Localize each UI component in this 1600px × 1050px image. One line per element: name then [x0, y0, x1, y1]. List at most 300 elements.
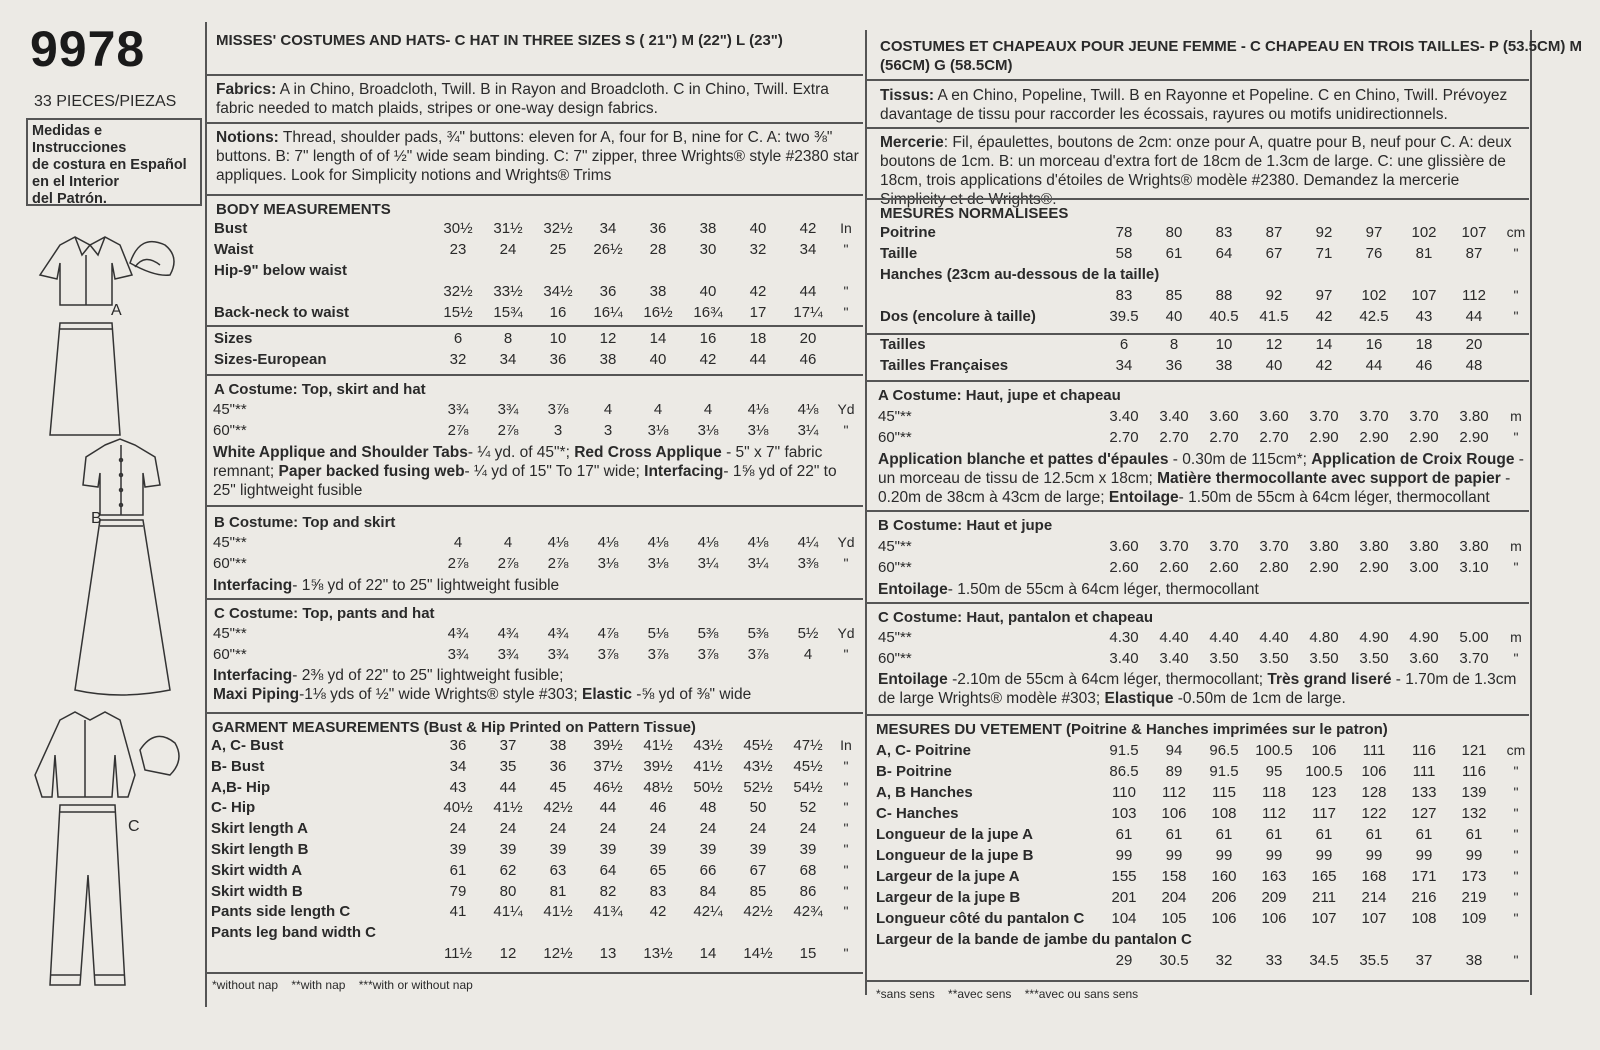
- en-a-row-label: 60"**: [213, 422, 247, 439]
- fr-body-row-label: Taille: [880, 245, 918, 262]
- fr-garment-cell: 133: [1411, 784, 1437, 801]
- fr-b-unit: ": [1513, 559, 1519, 575]
- en-garment-unit: ": [843, 882, 849, 899]
- fr-garment-row-label: C- Hanches: [876, 805, 959, 822]
- fr-body-unit: cm: [1506, 224, 1526, 240]
- french-title-1: COSTUMES ET CHAPEAUX POUR JEUNE FEMME - C CHAPEAU EN TROIS TAILLES- P (53.5CM) M: [880, 38, 1583, 55]
- fr-a-row-label: 60"**: [878, 429, 912, 446]
- en-b-cell: 4: [503, 534, 513, 551]
- en-garment-cell: 68: [799, 861, 817, 879]
- fr-sizes-cell: 40: [1265, 357, 1283, 374]
- fr-footnote: *sans sens **avec sens ***avec ou sans sens: [876, 987, 1139, 1001]
- fr-a-cell: 2.70: [1109, 429, 1139, 446]
- en-a-cell: 3¾: [447, 401, 469, 418]
- fr-body-cell: 41.5: [1259, 308, 1289, 325]
- en-garment-row-label: Skirt length A: [211, 820, 308, 838]
- en-a-cell: 3¾: [497, 401, 519, 418]
- fr-c-cell: 3.50: [1359, 650, 1389, 667]
- en-garment-cell: 52½: [743, 778, 773, 796]
- fr-garment-cell: 122: [1361, 805, 1387, 822]
- en-sizes-cell: 8: [503, 330, 513, 347]
- fr-garment-cell: 118: [1262, 784, 1286, 801]
- en-garment-cell: 45½: [743, 737, 773, 754]
- fr-sizes-cell: 44: [1365, 357, 1383, 374]
- fr-c-note-bold: Elastique: [1104, 690, 1174, 707]
- fr-b-cell: 2.60: [1109, 559, 1139, 576]
- en-c-note: - 2⅜ yd of 22" to 25" lightweight fusible;: [292, 667, 564, 684]
- en-garment-cell: 85: [749, 882, 767, 900]
- fr-garment-cell: 106: [1361, 763, 1387, 780]
- en-sizes-cell: 16: [699, 330, 717, 347]
- en-rule: [207, 74, 863, 76]
- fr-garment-cell: 160: [1211, 868, 1237, 885]
- fr-a-note: - 0.20m de 38cm à 43cm de large;: [878, 470, 1511, 506]
- fr-garment-cell: 95: [1265, 763, 1283, 780]
- fr-sizes-row-label: Tailles: [880, 336, 926, 353]
- en-body-unit: ": [843, 241, 849, 257]
- en-body-cell: 36: [649, 220, 667, 237]
- en-c-unit: Yd: [837, 625, 855, 641]
- en-b-cell: 4⅛: [747, 534, 769, 551]
- en-garment-row-label: Pants side length C: [211, 903, 351, 921]
- fr-body-cell: 64: [1215, 245, 1233, 262]
- en-a-note-bold: Paper backed fusing web: [278, 463, 465, 480]
- en-sizes-cell: 36: [549, 351, 567, 368]
- fr-garment-cell: 34.5: [1309, 952, 1339, 969]
- fr-garment-cell: 99: [1415, 847, 1433, 864]
- fr-body-cell: 67: [1265, 245, 1283, 262]
- en-garment-cell: 39: [699, 841, 717, 858]
- fr-garment-cell: 106: [1211, 910, 1237, 927]
- en-garment-cell: 39: [549, 841, 567, 858]
- spanish-line: del Patrón.: [32, 191, 107, 207]
- en-garment-cell: 79: [449, 882, 467, 900]
- en-b-cell: 4¼: [797, 534, 819, 551]
- en-garment-cell: 13: [599, 945, 617, 962]
- en-garment-cell: 86: [799, 882, 817, 900]
- fr-a-cell: 2.70: [1159, 429, 1189, 446]
- fr-garment-cell: 116: [1462, 763, 1486, 780]
- view-label-a: A: [111, 302, 122, 319]
- en-garment-cell: 45½: [793, 757, 823, 775]
- en-body-cell: 38: [649, 283, 667, 300]
- fr-garment-row-label: Largeur de la jupe A: [876, 868, 1020, 885]
- fr-garment-cell: 61: [1365, 826, 1383, 843]
- fr-garment-cell: 61: [1465, 826, 1483, 843]
- spanish-line: de costura en Español: [32, 157, 187, 173]
- en-b-title: B Costume: Top and skirt: [214, 514, 396, 531]
- fr-garment-cell: 211: [1312, 889, 1336, 906]
- en-fabrics-label: Fabrics:: [216, 81, 277, 98]
- en-garment-cell: 14: [699, 945, 717, 962]
- view-a-top-drawing: [40, 237, 132, 305]
- fr-body-cell: 44: [1465, 308, 1483, 325]
- en-c-row-label: 60"**: [213, 646, 247, 663]
- en-body-row-label: Hip-9" below waist: [214, 262, 347, 279]
- fr-a-note-bold: Entoilage: [1108, 489, 1179, 506]
- en-garment-cell: 24: [649, 820, 667, 838]
- fr-body-cell: 81: [1415, 245, 1433, 262]
- en-garment-cell: 44: [599, 799, 617, 817]
- fr-garment-cell: 132: [1461, 805, 1487, 822]
- en-garment-cell: 47½: [793, 737, 823, 754]
- fr-tissus-text: A en Chino, Popeline, Twill. B en Rayonne et Popeline. C en Chino, Twill. Prévoyez davantage de tissu pour raccorder les écossais, rayures ou motifs unidirectionnels.: [880, 87, 1508, 123]
- en-garment-cell: 12: [499, 945, 517, 962]
- fr-body-cell: 58: [1115, 245, 1133, 262]
- en-a-row-label: 45"**: [213, 401, 247, 418]
- en-garment-cell: 63: [549, 861, 567, 879]
- fr-c-note: - 1.70m de 1.3cm de large Wrights® modèle #303;: [878, 671, 1517, 707]
- en-notions-text: Thread, shoulder pads, ¾" buttons: eleven for A, four for B, nine for C. A: two ⅜" buttons. B: 7" length of of ½" wide seam binding. C: 7" zipper, three Wrights® style #2380 star appliques. Look for Simplicity notions and Wrights® Trims: [216, 129, 859, 184]
- en-garment-cell: 48½: [643, 778, 673, 796]
- fr-c-cell: 4.90: [1359, 629, 1389, 646]
- spanish-line: en el Interior: [32, 174, 120, 190]
- en-b-cell: 3⅛: [597, 555, 619, 572]
- fr-c-cell: 5.00: [1459, 629, 1489, 646]
- fr-sizes-row-label: Tailles Françaises: [880, 357, 1009, 374]
- en-a-note: - ¼ yd. of 45"*;: [467, 444, 575, 461]
- en-c-cell: 5⅜: [697, 625, 719, 642]
- fr-a-cell: 3.70: [1309, 408, 1339, 425]
- piece-count: 33 PIECES/PIEZAS: [34, 93, 177, 110]
- en-c-note-bold: Elastic: [581, 686, 632, 703]
- fr-garment-cell: 37: [1415, 952, 1433, 969]
- fr-garment-cell: 105: [1161, 910, 1187, 927]
- fr-body-cell: 43: [1415, 308, 1433, 325]
- fr-garment-cell: 165: [1311, 868, 1337, 885]
- en-garment-cell: 39: [599, 841, 617, 858]
- fr-garment-cell: 108: [1411, 910, 1437, 927]
- en-sizes-cell: 42: [699, 351, 717, 368]
- fr-garment-cell: 106: [1261, 910, 1287, 927]
- fr-rule: [867, 380, 1529, 382]
- en-garment-cell: 41½: [693, 757, 723, 775]
- en-b-cell: 2⅞: [547, 555, 569, 572]
- en-b-cell: 4⅛: [597, 534, 619, 551]
- fr-b-row-label: 45"**: [878, 538, 912, 555]
- fr-c-cell: 3.40: [1159, 650, 1189, 667]
- fr-tissus-label: Tissus:: [880, 87, 934, 104]
- view-c-pants-drawing: [50, 805, 125, 985]
- en-garment-cell: 39: [449, 841, 467, 858]
- en-body-cell: 17¼: [793, 304, 823, 321]
- en-c-cell: 3¾: [497, 646, 519, 663]
- en-garment-cell: 43: [449, 778, 467, 796]
- en-b-note: - 1⅝ yd of 22" to 25" lightweight fusible: [292, 577, 560, 594]
- fr-body-cell: 107: [1411, 287, 1437, 304]
- fr-sizes-cell: 18: [1415, 336, 1433, 353]
- en-garment-unit: ": [843, 945, 849, 961]
- fr-body-cell: 71: [1315, 245, 1333, 262]
- fr-c-cell: 3.70: [1459, 650, 1489, 667]
- en-a-cell: 4: [703, 401, 713, 418]
- en-body-cell: 32: [749, 241, 767, 258]
- fr-rule: [867, 510, 1529, 512]
- en-sizes-cell: 6: [453, 330, 463, 347]
- en-b-cell: 3⅜: [797, 555, 819, 572]
- fr-garment-cell: 29: [1115, 952, 1133, 969]
- fr-body-cell: 107: [1461, 224, 1487, 241]
- fr-garment-cell: 111: [1412, 763, 1436, 780]
- en-body-cell: 31½: [493, 220, 523, 237]
- fr-a-cell: 3.70: [1359, 408, 1389, 425]
- fr-garment-cell: 139: [1461, 784, 1487, 801]
- fr-garment-cell: 109: [1461, 910, 1487, 927]
- en-garment-cell: 24: [449, 820, 467, 838]
- fr-a-note-bold: Application blanche et pattes d'épaules: [878, 451, 1169, 468]
- fr-c-note: -0.50m de 1cm de large.: [1173, 690, 1346, 707]
- fr-garment-cell: 107: [1361, 910, 1387, 927]
- fr-garment-cell: 100.5: [1255, 742, 1293, 759]
- pattern-number: 9978: [30, 21, 146, 77]
- fr-garment-cell: 163: [1261, 868, 1287, 885]
- en-garment-row-label: B- Bust: [211, 757, 265, 775]
- fr-garment-unit: ": [1513, 805, 1519, 821]
- en-garment-cell: 46½: [593, 778, 623, 796]
- en-b-cell: 3¼: [697, 555, 719, 572]
- fr-garment-cell: 61: [1165, 826, 1183, 843]
- spanish-instructions-box: [26, 118, 202, 206]
- fr-body-cell: 102: [1361, 287, 1387, 304]
- fr-body-cell: 42.5: [1359, 308, 1389, 325]
- fr-body-cell: 80: [1165, 224, 1183, 241]
- fr-garment-row-label: Largeur de la jupe B: [876, 889, 1021, 906]
- fr-garment-cell: 106: [1311, 742, 1337, 759]
- en-garment-cell: 39½: [643, 757, 673, 775]
- en-garment-cell: 41½: [643, 737, 673, 754]
- en-garment-cell: 39: [799, 841, 817, 858]
- en-a-cell: 4: [653, 401, 663, 418]
- en-garment-cell: 39: [499, 841, 517, 858]
- fr-a-cell: 3.60: [1209, 408, 1239, 425]
- en-c-cell: 3⅞: [597, 646, 619, 663]
- fr-garment-cell: 99: [1265, 847, 1283, 864]
- fr-sizes-cell: 20: [1465, 336, 1483, 353]
- en-a-cell: 2⅞: [497, 422, 519, 439]
- en-a-title: A Costume: Top, skirt and hat: [214, 381, 426, 398]
- fr-body-cell: 102: [1411, 224, 1437, 241]
- en-garment-cell: 61: [449, 861, 467, 879]
- en-c-cell: 3¾: [547, 646, 569, 663]
- fr-body-cell: 87: [1465, 245, 1483, 262]
- view-b-skirt-drawing: [75, 520, 170, 695]
- fr-b-note-bold: Entoilage: [878, 581, 948, 598]
- en-garment-cell: 66: [699, 861, 717, 879]
- en-body-cell: 25: [549, 241, 567, 258]
- en-rule: [207, 712, 863, 714]
- view-a-skirt-drawing: [50, 323, 120, 435]
- fr-a-cell: 3.70: [1409, 408, 1439, 425]
- fr-sizes-cell: 34: [1115, 357, 1133, 374]
- fr-body-cell: 92: [1265, 287, 1283, 304]
- spanish-line: Medidas e Instrucciones: [32, 123, 127, 156]
- fr-b-cell: 2.90: [1309, 559, 1339, 576]
- en-b-cell: 3¼: [747, 555, 769, 572]
- en-garment-unit: ": [843, 861, 849, 878]
- en-a-unit: Yd: [837, 401, 855, 417]
- en-c-note: -1⅛ yds of ½" wide Wrights® style #303;: [299, 686, 582, 703]
- en-sizes-cell: 20: [799, 330, 817, 347]
- en-sizes-cell: 10: [549, 330, 567, 347]
- en-c-cell: 4: [803, 646, 813, 663]
- en-garment-cell: 42¾: [793, 903, 823, 921]
- en-a-notes: [213, 443, 861, 500]
- en-body-cell: 16½: [643, 304, 673, 321]
- fr-c-cell: 4.40: [1159, 629, 1189, 646]
- en-notions: [216, 128, 861, 185]
- view-label-c: C: [128, 818, 140, 835]
- fr-garment-cell: 219: [1461, 889, 1487, 906]
- fr-b-cell: 3.60: [1109, 538, 1139, 555]
- en-garment-cell: 11½: [443, 945, 473, 962]
- en-garment-row-label: Skirt length B: [211, 841, 309, 858]
- fr-garment-unit: ": [1513, 763, 1519, 779]
- fr-garment-cell: 96.5: [1209, 742, 1239, 759]
- en-body-unit: ": [843, 304, 849, 320]
- en-garment-row-label: Pants leg band width C: [211, 924, 377, 942]
- en-garment-cell: 41½: [543, 903, 573, 921]
- en-body-row-label: Back-neck to waist: [214, 304, 350, 321]
- fr-garment-cell: 110: [1112, 784, 1136, 801]
- en-garment-cell: 15: [799, 945, 817, 962]
- fr-body-cell: 40: [1165, 308, 1183, 325]
- fr-garment-cell: 171: [1411, 868, 1437, 885]
- en-garment-cell: 42¼: [693, 903, 723, 921]
- fr-garment-cell: 61: [1265, 826, 1283, 843]
- en-footnote: *without nap **with nap ***with or without nap: [212, 978, 473, 992]
- fr-a-cell: 3.40: [1109, 408, 1139, 425]
- en-garment-cell: 48: [699, 799, 717, 817]
- view-a-hat-drawing: [130, 242, 174, 276]
- fr-c-cell: 4.40: [1259, 629, 1289, 646]
- view-label-b: B: [91, 510, 102, 527]
- en-garment-cell: 54½: [793, 778, 823, 796]
- en-body-cell: 40: [749, 220, 767, 237]
- fr-body-unit: ": [1513, 245, 1519, 261]
- en-a-cell: 3¼: [797, 422, 819, 439]
- en-body-cell: 42: [749, 283, 767, 300]
- en-garment-cell: 40½: [443, 799, 473, 817]
- fr-a-note: - 0.30m de 115cm*;: [1168, 451, 1312, 468]
- fr-b-row-label: 60"**: [878, 559, 912, 576]
- fr-garment-row-label: Longueur côté du pantalon C: [876, 910, 1085, 927]
- en-fabrics-text: A in Chino, Broadcloth, Twill. B in Rayon and Broadcloth. C in Chino, Twill. Extra fabric needed to match plaids, stripes or one-way design fabrics.: [216, 81, 829, 117]
- en-c-cell: 4¾: [497, 625, 519, 642]
- en-garment-cell: 39: [649, 841, 667, 858]
- fr-body-row-label: Dos (encolure à taille): [880, 308, 1036, 325]
- fr-garment-cell: 100.5: [1305, 763, 1343, 780]
- en-body-cell: 30½: [443, 220, 473, 237]
- fr-body-unit: ": [1513, 287, 1519, 303]
- en-garment-cell: 42½: [543, 799, 573, 817]
- fr-rule: [867, 980, 1529, 982]
- fr-b-cell: 2.80: [1259, 559, 1289, 576]
- fr-garment-cell: 89: [1165, 763, 1183, 780]
- en-sizes-cell: 46: [799, 351, 817, 368]
- en-c-cell: 4¾: [447, 625, 469, 642]
- en-b-row-label: 60"**: [213, 555, 247, 572]
- fr-garment-cell: 61: [1215, 826, 1233, 843]
- fr-garment-cell: 127: [1411, 805, 1437, 822]
- fr-garment-cell: 32: [1215, 952, 1233, 969]
- en-c-cell: 3⅞: [647, 646, 669, 663]
- en-body-cell: 26½: [593, 241, 623, 258]
- en-garment-row-label: C- Hip: [211, 799, 256, 817]
- costume-views-illustration: [20, 215, 200, 1005]
- fr-garment-cell: 99: [1315, 847, 1333, 864]
- fr-garment-unit: ": [1513, 868, 1519, 884]
- fr-garment-cell: 35.5: [1359, 952, 1389, 969]
- fr-a-cell: 2.70: [1209, 429, 1239, 446]
- en-body-cell: 34: [799, 241, 817, 258]
- en-body-cell: 36: [599, 283, 617, 300]
- en-garment-cell: 24: [799, 820, 817, 838]
- fr-garment-title: MESURES DU VETEMENT (Poitrine & Hanches imprimées sur le patron): [876, 721, 1388, 738]
- en-sizes-cell: 40: [649, 351, 667, 368]
- en-a-cell: 3: [603, 422, 613, 439]
- en-body-cell: 16¼: [593, 304, 623, 321]
- fr-c-unit: ": [1513, 650, 1519, 666]
- fr-a-cell: 3.40: [1159, 408, 1189, 425]
- fr-garment-cell: 115: [1212, 784, 1236, 801]
- en-c-cell: 3⅞: [697, 646, 719, 663]
- en-b-cell: 4⅛: [697, 534, 719, 551]
- en-c-cell: 4⅞: [597, 625, 619, 642]
- fr-body-cell: 112: [1462, 287, 1486, 304]
- fr-c-row-label: 45"**: [878, 629, 912, 646]
- en-garment-cell: 45: [549, 778, 567, 796]
- fr-garment-cell: 99: [1165, 847, 1183, 864]
- en-body-cell: 17: [749, 304, 767, 321]
- fr-b-cell: 3.80: [1309, 538, 1339, 555]
- en-c-cell: 5⅛: [647, 625, 669, 642]
- fr-c-cell: 3.60: [1409, 650, 1439, 667]
- fr-rule: [867, 127, 1529, 129]
- fr-a-note-bold: Matière thermocollante avec support de papier: [1157, 470, 1501, 487]
- fr-body-row-label: Poitrine: [880, 224, 936, 241]
- fr-garment-unit: cm: [1506, 742, 1526, 758]
- en-garment-cell: 44: [499, 778, 517, 796]
- fr-rule: [867, 79, 1529, 81]
- en-rule: [207, 122, 863, 124]
- left-divider: [205, 22, 207, 1007]
- en-a-cell: 3⅛: [747, 422, 769, 439]
- fr-garment-unit: ": [1513, 826, 1519, 842]
- en-c-cell: 3¾: [447, 646, 469, 663]
- fr-garment-row-label: Largeur de la bande de jambe du pantalon C: [876, 931, 1192, 948]
- en-garment-cell: 39: [749, 841, 767, 858]
- fr-garment-unit: ": [1513, 847, 1519, 863]
- fr-rule: [867, 333, 1529, 335]
- fr-a-note: - 1.50m de 55cm à 64cm léger, thermocollant: [1178, 489, 1490, 506]
- fr-a-cell: 2.90: [1409, 429, 1439, 446]
- en-garment-cell: 65: [649, 861, 667, 879]
- fr-b-cell: 3.80: [1359, 538, 1389, 555]
- en-garment-cell: 24: [599, 820, 617, 838]
- en-fabrics: [216, 80, 861, 118]
- fr-garment-cell: 86.5: [1109, 763, 1139, 780]
- en-garment-cell: 36: [549, 757, 567, 775]
- fr-body-title: MESURES NORMALISEES: [880, 205, 1069, 222]
- en-garment-unit: ": [843, 903, 849, 920]
- fr-rule: [867, 714, 1529, 716]
- en-garment-cell: 52: [799, 799, 817, 817]
- en-garment-title: GARMENT MEASUREMENTS (Bust & Hip Printed on Pattern Tissue): [212, 719, 696, 736]
- fr-garment-cell: 38: [1465, 952, 1483, 969]
- fr-garment-cell: 91.5: [1209, 763, 1239, 780]
- en-b-note-bold: Interfacing: [213, 577, 293, 594]
- en-body-cell: 16¾: [693, 304, 723, 321]
